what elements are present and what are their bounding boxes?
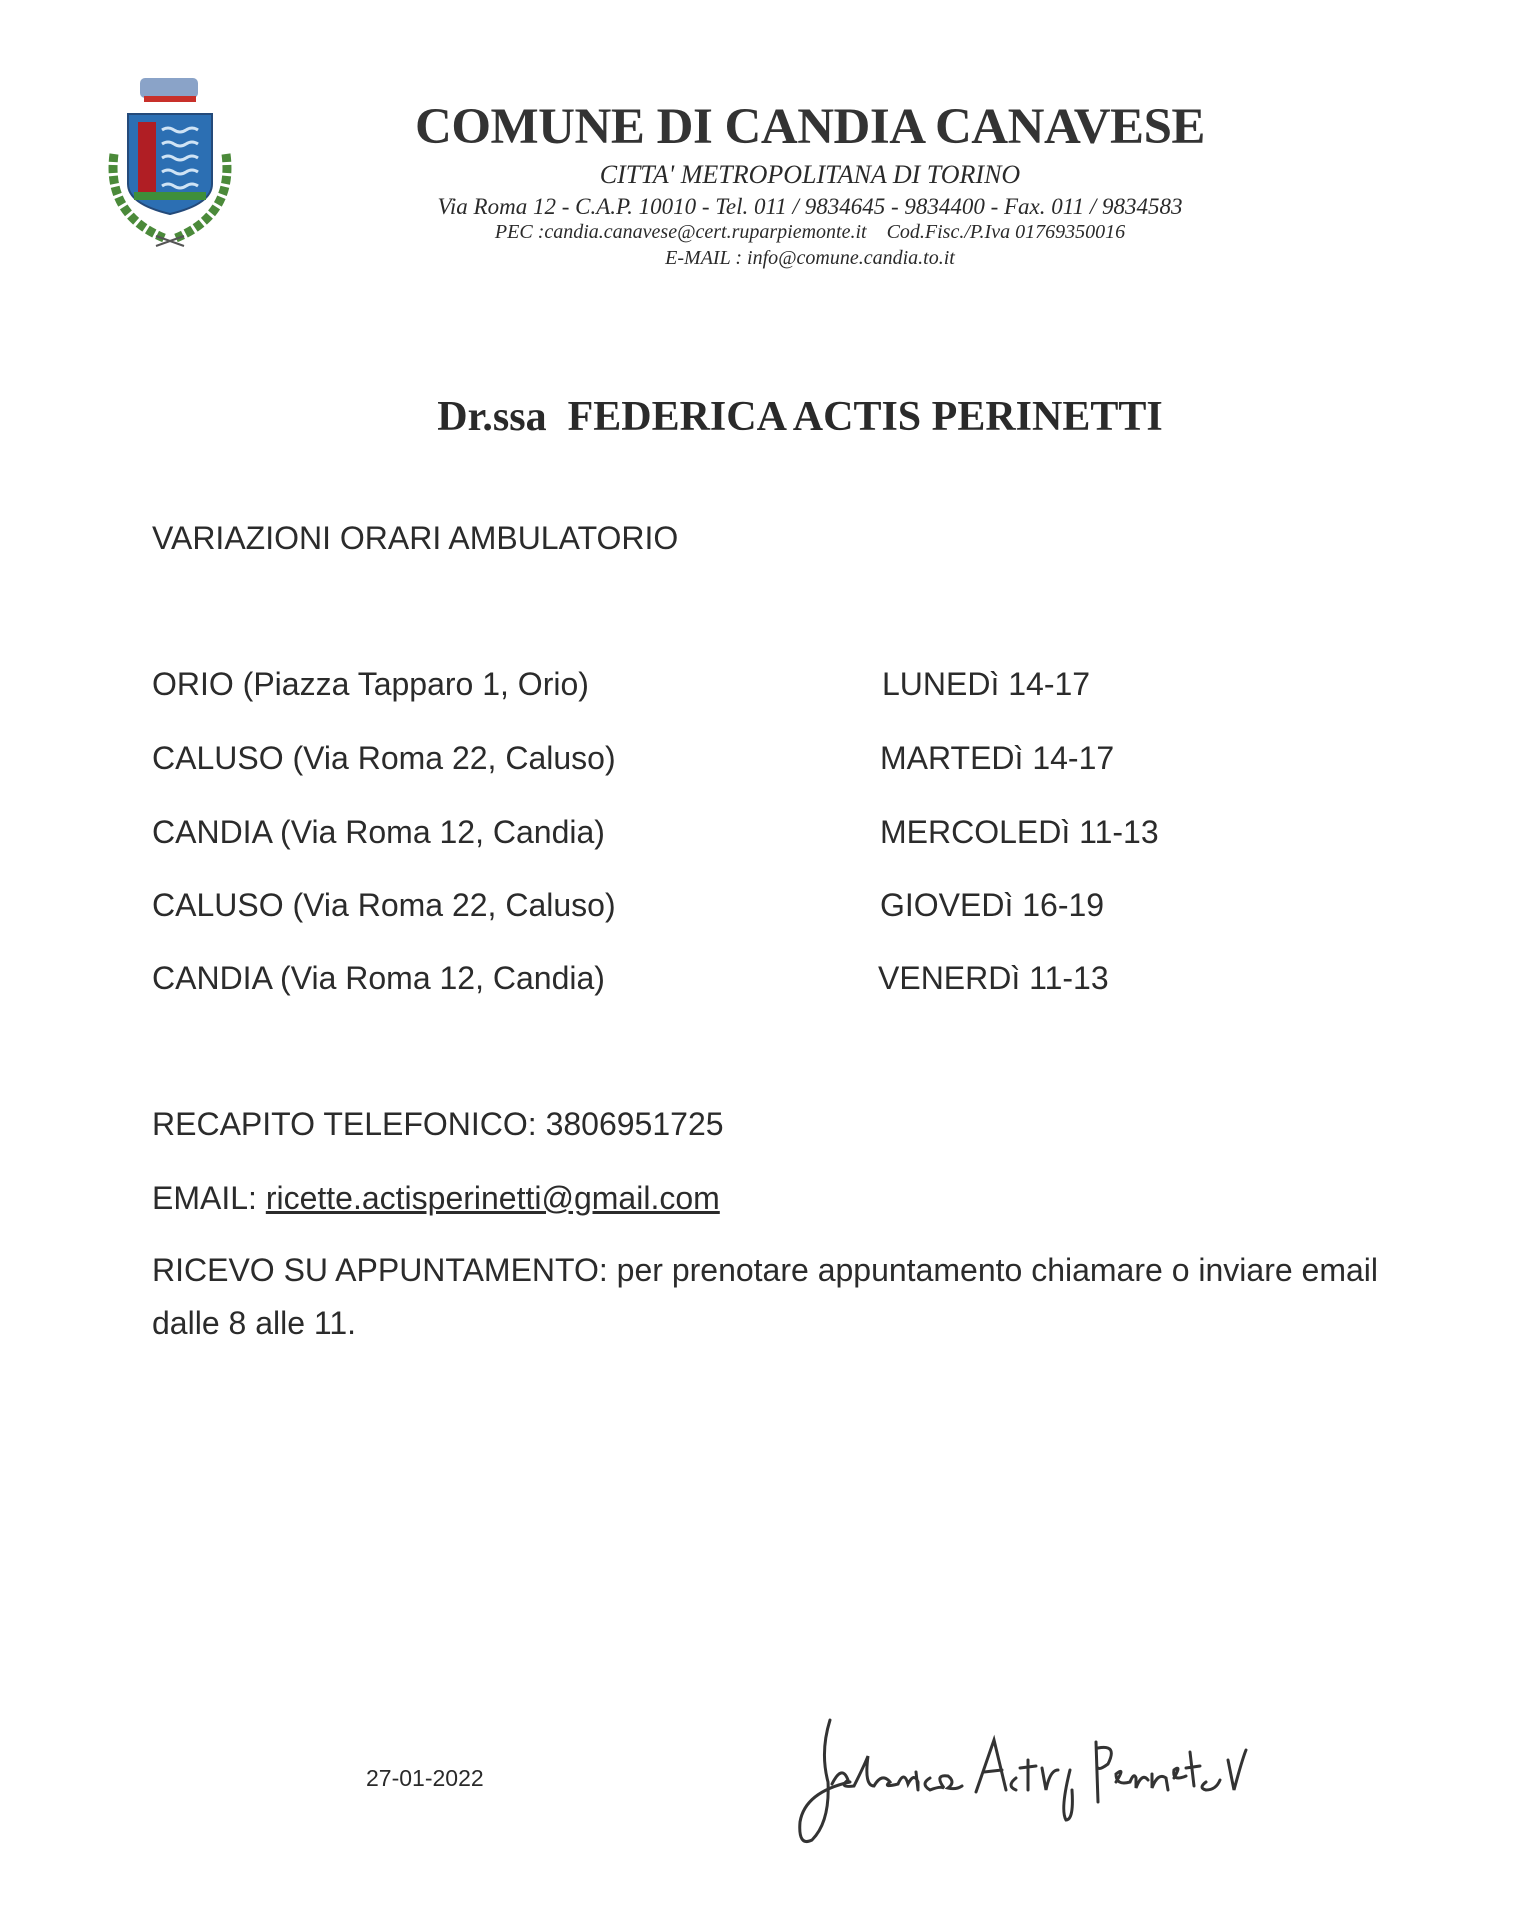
schedule-location: CALUSO (Via Roma 22, Caluso) (152, 887, 616, 923)
schedule-day: VENERDì 11-13 (878, 960, 1109, 996)
schedule-row (152, 887, 1352, 927)
doctor-name: Dr.ssa FEDERICA ACTIS PERINETTI (437, 394, 1163, 440)
email-contact (152, 1180, 720, 1217)
handwritten-signature (790, 1712, 1380, 1852)
phone-contact: RECAPITO TELEFONICO: 3806951725 (152, 1106, 724, 1142)
section-heading: VARIAZIONI ORARI AMBULATORIO (152, 520, 679, 556)
appointment-hours: dalle 8 alle 11. (152, 1305, 356, 1341)
schedule-location: CANDIA (Via Roma 12, Candia) (152, 814, 605, 850)
schedule-location: ORIO (Piazza Tapparo 1, Orio) (152, 666, 589, 702)
document-date: 27-01-2022 (366, 1765, 484, 1791)
appointment-text: per prenotare appuntamento chiamare o inviare email (607, 1252, 1378, 1288)
municipality-pec: PEC :candia.canavese@cert.ruparpiemonte.it Cod.Fisc./P.Iva 01769350016 (494, 221, 1126, 243)
municipality-title: COMUNE DI CANDIA CANAVESE (415, 99, 1205, 155)
schedule-row (152, 666, 1352, 706)
municipality-email: E-MAIL : info@comune.candia.to.it (665, 247, 955, 269)
schedule-location: CALUSO (Via Roma 22, Caluso) (152, 740, 616, 776)
schedule-day: MARTEDì 14-17 (880, 740, 1115, 776)
schedule-day: LUNEDì 14-17 (882, 666, 1091, 702)
municipality-subtitle: CITTA' METROPOLITANA DI TORINO (599, 160, 1021, 189)
schedule-row (152, 814, 1352, 854)
schedule-day: GIOVEDì 16-19 (880, 887, 1105, 923)
appointment-info (152, 1252, 1378, 1289)
schedule-row (152, 960, 1352, 1000)
schedule-row (152, 740, 1352, 780)
email-link[interactable]: ricette.actisperinetti@gmail.com (265, 1180, 720, 1216)
appointment-label: RICEVO SU APPUNTAMENTO: (152, 1252, 608, 1288)
municipality-address: Via Roma 12 - C.A.P. 10010 - Tel. 011 / 9834645 - 9834400 - Fax. 011 / 9834583 (437, 194, 1183, 219)
schedule-location: CANDIA (Via Roma 12, Candia) (152, 960, 605, 996)
coat-of-arms-logo (104, 74, 236, 250)
email-label: EMAIL: (152, 1180, 266, 1216)
schedule-day: MERCOLEDì 11-13 (880, 814, 1159, 850)
